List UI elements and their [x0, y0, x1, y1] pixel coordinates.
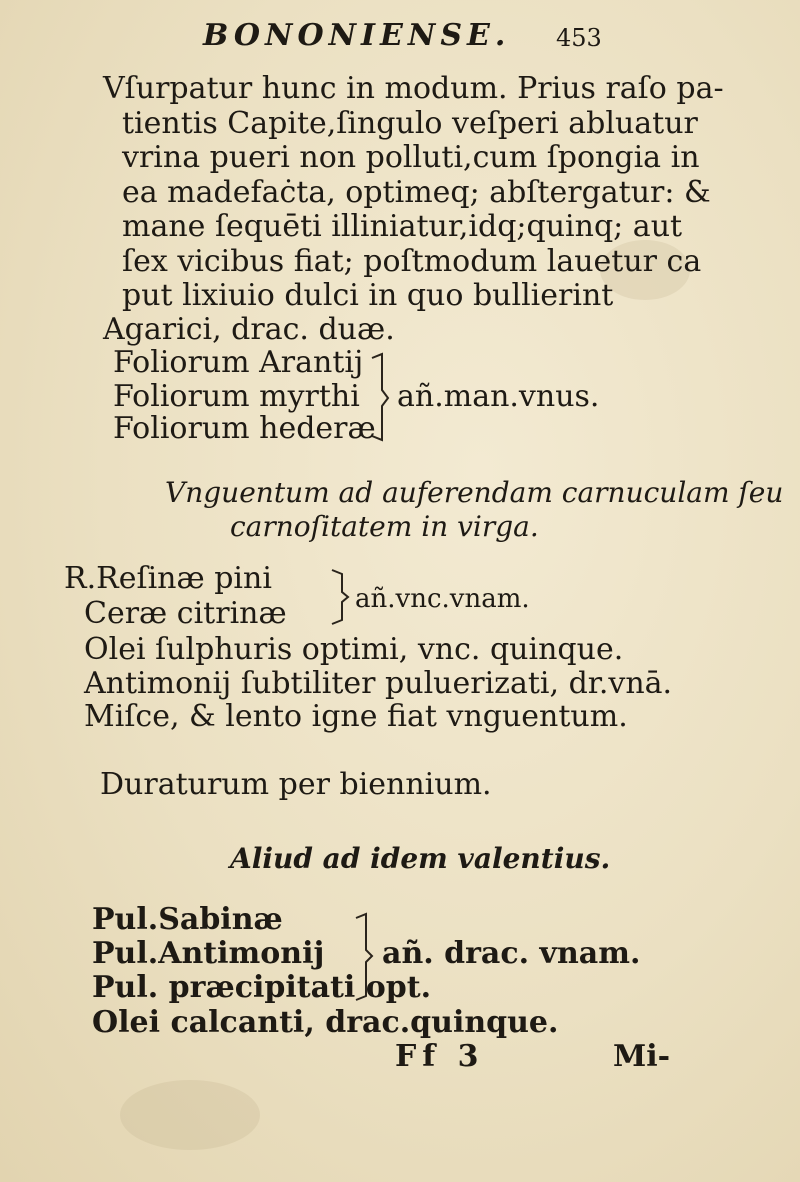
catchword: Mi-	[613, 1039, 671, 1074]
text-line: Antimonij ſubtiliter puluerizati, dr.vnā.	[84, 666, 673, 701]
text-line: Olei calcanti, drac.quinque.	[92, 1005, 559, 1040]
ingredient: Foliorum hederæ	[113, 411, 376, 446]
ingredient: R.Reſinæ pini	[64, 561, 272, 596]
text-line: ſex vicibus fiat; poſtmodum lauetur ca	[122, 244, 702, 279]
paper-stain	[120, 1080, 260, 1150]
ingredient: Pul.Sabinæ	[92, 902, 283, 937]
brace-icon	[352, 910, 376, 1004]
signature-mark: Ff 3	[395, 1039, 485, 1074]
text-line: Agarici, drac. duæ.	[103, 312, 395, 347]
text-line: ea madefaċta, optimeq; abſtergatur: &	[122, 175, 711, 210]
dose: añ. drac. vnam.	[382, 936, 641, 971]
ingredient: Pul. præcipitati opt.	[92, 970, 432, 1005]
page-number: 453	[556, 24, 602, 52]
text-line: Vſurpatur hunc in modum. Prius raſo pa-	[103, 71, 724, 106]
running-title: BONONIENSE.	[203, 18, 511, 53]
text-line: vrina pueri non polluti,cum ſpongia in	[122, 140, 700, 175]
ingredient: Pul.Antimonij	[92, 936, 325, 971]
brace-icon	[328, 566, 352, 628]
ingredient: Foliorum Arantij	[113, 345, 364, 380]
dose: añ.man.vnus.	[397, 379, 600, 414]
text-line: Olei ſulphuris optimi, vnc. quinque.	[84, 632, 624, 667]
brace-icon	[368, 350, 392, 446]
text-line: mane ſequēti illiniatur,idq;quinq; aut	[122, 209, 683, 244]
section-title: carnoſitatem in virga.	[230, 510, 539, 543]
duration-note: Duraturum per biennium.	[100, 767, 492, 802]
ingredient: Foliorum myrthi	[113, 379, 360, 414]
text-line: put lixiuio dulci in quo bullierint	[122, 278, 614, 313]
section-title: Aliud ad idem valentius.	[230, 842, 611, 875]
section-title: Vnguentum ad auferendam carnuculam ſeu	[165, 476, 784, 509]
ingredient: Ceræ citrinæ	[84, 596, 287, 631]
dose: añ.vnc.vnam.	[355, 584, 530, 614]
text-line: tientis Capite,ſingulo veſperi abluatur	[122, 106, 698, 141]
text-line: Miſce, & lento igne fiat vnguentum.	[84, 699, 628, 734]
